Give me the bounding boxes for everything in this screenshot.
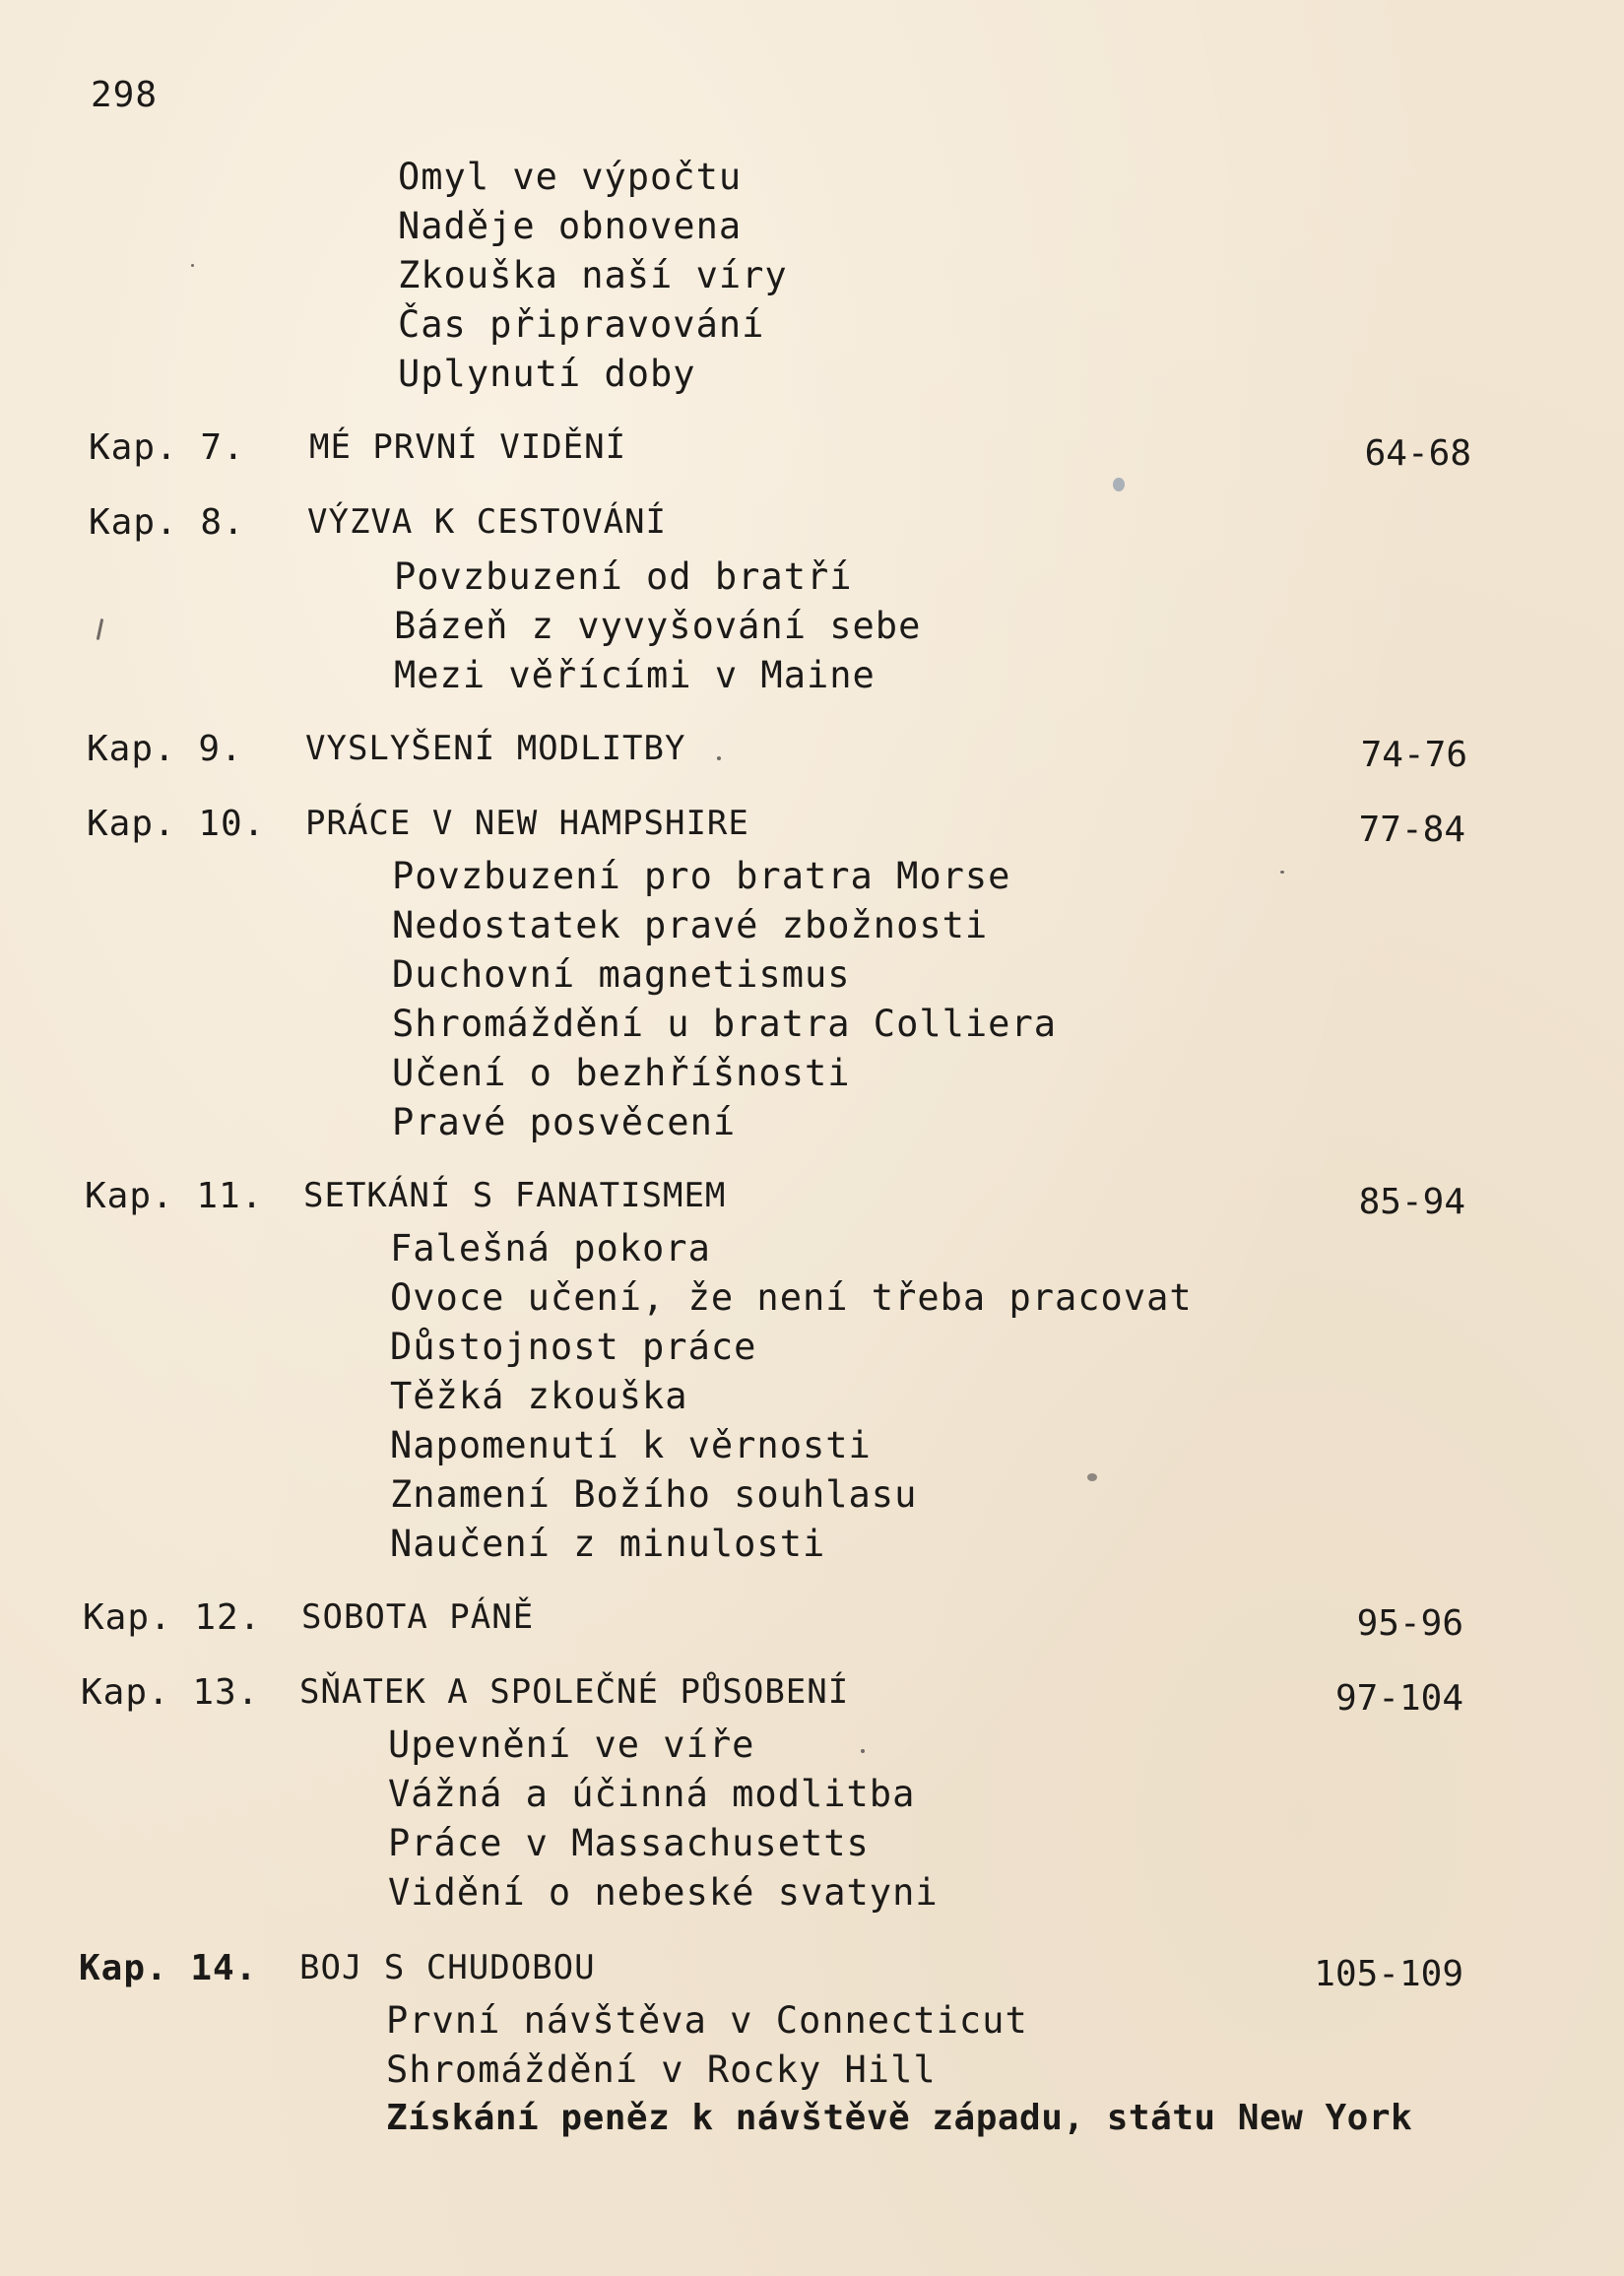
paper-speck: [1087, 1473, 1097, 1481]
toc-subitem: Zkouška naší víry: [398, 254, 788, 296]
toc-subitem: Shromáždění u bratra Colliera: [392, 1003, 1058, 1045]
chapter-label: Kap. 12.: [83, 1597, 262, 1638]
chapter-label: Kap. 8.: [89, 502, 245, 543]
page-number: 298: [91, 75, 159, 115]
chapter-title: SŇATEK A SPOLEČNÉ PŮSOBENÍ: [299, 1672, 850, 1712]
toc-subitem: Pravé posvěcení: [392, 1101, 737, 1143]
chapter-pages: 74-76: [1360, 735, 1467, 775]
toc-subitem: Upevnění ve víře: [388, 1723, 755, 1766]
toc-subitem: Napomenutí k věrnosti: [390, 1424, 872, 1466]
toc-subitem: Ovoce učení, že není třeba pracovat: [390, 1276, 1193, 1319]
toc-subitem: Omyl ve výpočtu: [398, 156, 743, 198]
chapter-pages: 105-109: [1314, 1954, 1463, 1994]
paper-speck: [97, 618, 104, 640]
toc-subitem: Těžká zkouška: [390, 1375, 688, 1417]
toc-subitem: Bázeň z vyvyšování sebe: [394, 605, 922, 647]
toc-subitem: Naděje obnovena: [398, 205, 743, 247]
chapter-label: Kap. 13.: [81, 1672, 260, 1713]
chapter-pages: 85-94: [1358, 1182, 1465, 1222]
toc-subitem: Vážná a účinná modlitba: [388, 1773, 916, 1815]
chapter-pages: 64-68: [1364, 433, 1471, 474]
chapter-pages: 97-104: [1334, 1678, 1463, 1719]
chapter-label: Kap. 14.: [79, 1948, 258, 1988]
chapter-pages: 95-96: [1356, 1603, 1463, 1644]
toc-subitem: Duchovní magnetismus: [392, 953, 851, 996]
toc-subitem: Důstojnost práce: [390, 1326, 757, 1368]
chapter-title: VYSLYŠENÍ MODLITBY: [305, 729, 686, 768]
toc-subitem: Naučení z minulosti: [390, 1523, 826, 1565]
toc-subitem: Znamení Božího souhlasu: [390, 1473, 918, 1516]
paper-speck: [191, 264, 194, 267]
paper-speck: [717, 756, 721, 760]
paper-speck: [1280, 871, 1284, 874]
toc-subitem: Získání peněz k návštěvě západu, státu New York: [386, 2098, 1413, 2138]
toc-subitem: Nedostatek pravé zbožnosti: [392, 904, 989, 946]
chapter-title: BOJ S CHUDOBOU: [299, 1948, 596, 1987]
chapter-label: Kap. 9.: [87, 729, 243, 769]
chapter-pages: 77-84: [1358, 810, 1465, 850]
toc-subitem: Shromáždění v Rocky Hill: [386, 2048, 937, 2091]
chapter-title: PRÁCE V NEW HAMPSHIRE: [305, 804, 749, 843]
toc-subitem: Mezi věřícími v Maine: [394, 654, 876, 696]
toc-subitem: Falešná pokora: [390, 1227, 711, 1269]
paper-speck: [1113, 478, 1125, 491]
chapter-title: SETKÁNÍ S FANATISMEM: [303, 1176, 727, 1215]
paper-speck: [861, 1749, 865, 1753]
toc-subitem: Povzbuzení pro bratra Morse: [392, 855, 1011, 897]
chapter-title: VÝZVA K CESTOVÁNÍ: [307, 502, 667, 542]
chapter-title: SOBOTA PÁNĚ: [301, 1597, 535, 1637]
toc-subitem: Práce v Massachusetts: [388, 1822, 870, 1864]
chapter-label: Kap. 10.: [87, 804, 266, 844]
toc-subitem: Povzbuzení od bratří: [394, 555, 853, 598]
toc-subitem: První návštěva v Connecticut: [386, 1999, 1028, 2042]
toc-subitem: Vidění o nebeské svatyni: [388, 1871, 939, 1914]
toc-subitem: Učení o bezhříšnosti: [392, 1052, 851, 1094]
chapter-title: MÉ PRVNÍ VIDĚNÍ: [309, 427, 627, 467]
chapter-label: Kap. 11.: [85, 1176, 264, 1216]
toc-subitem: Uplynutí doby: [398, 353, 696, 395]
toc-subitem: Čas připravování: [398, 303, 765, 346]
chapter-label: Kap. 7.: [89, 427, 245, 468]
